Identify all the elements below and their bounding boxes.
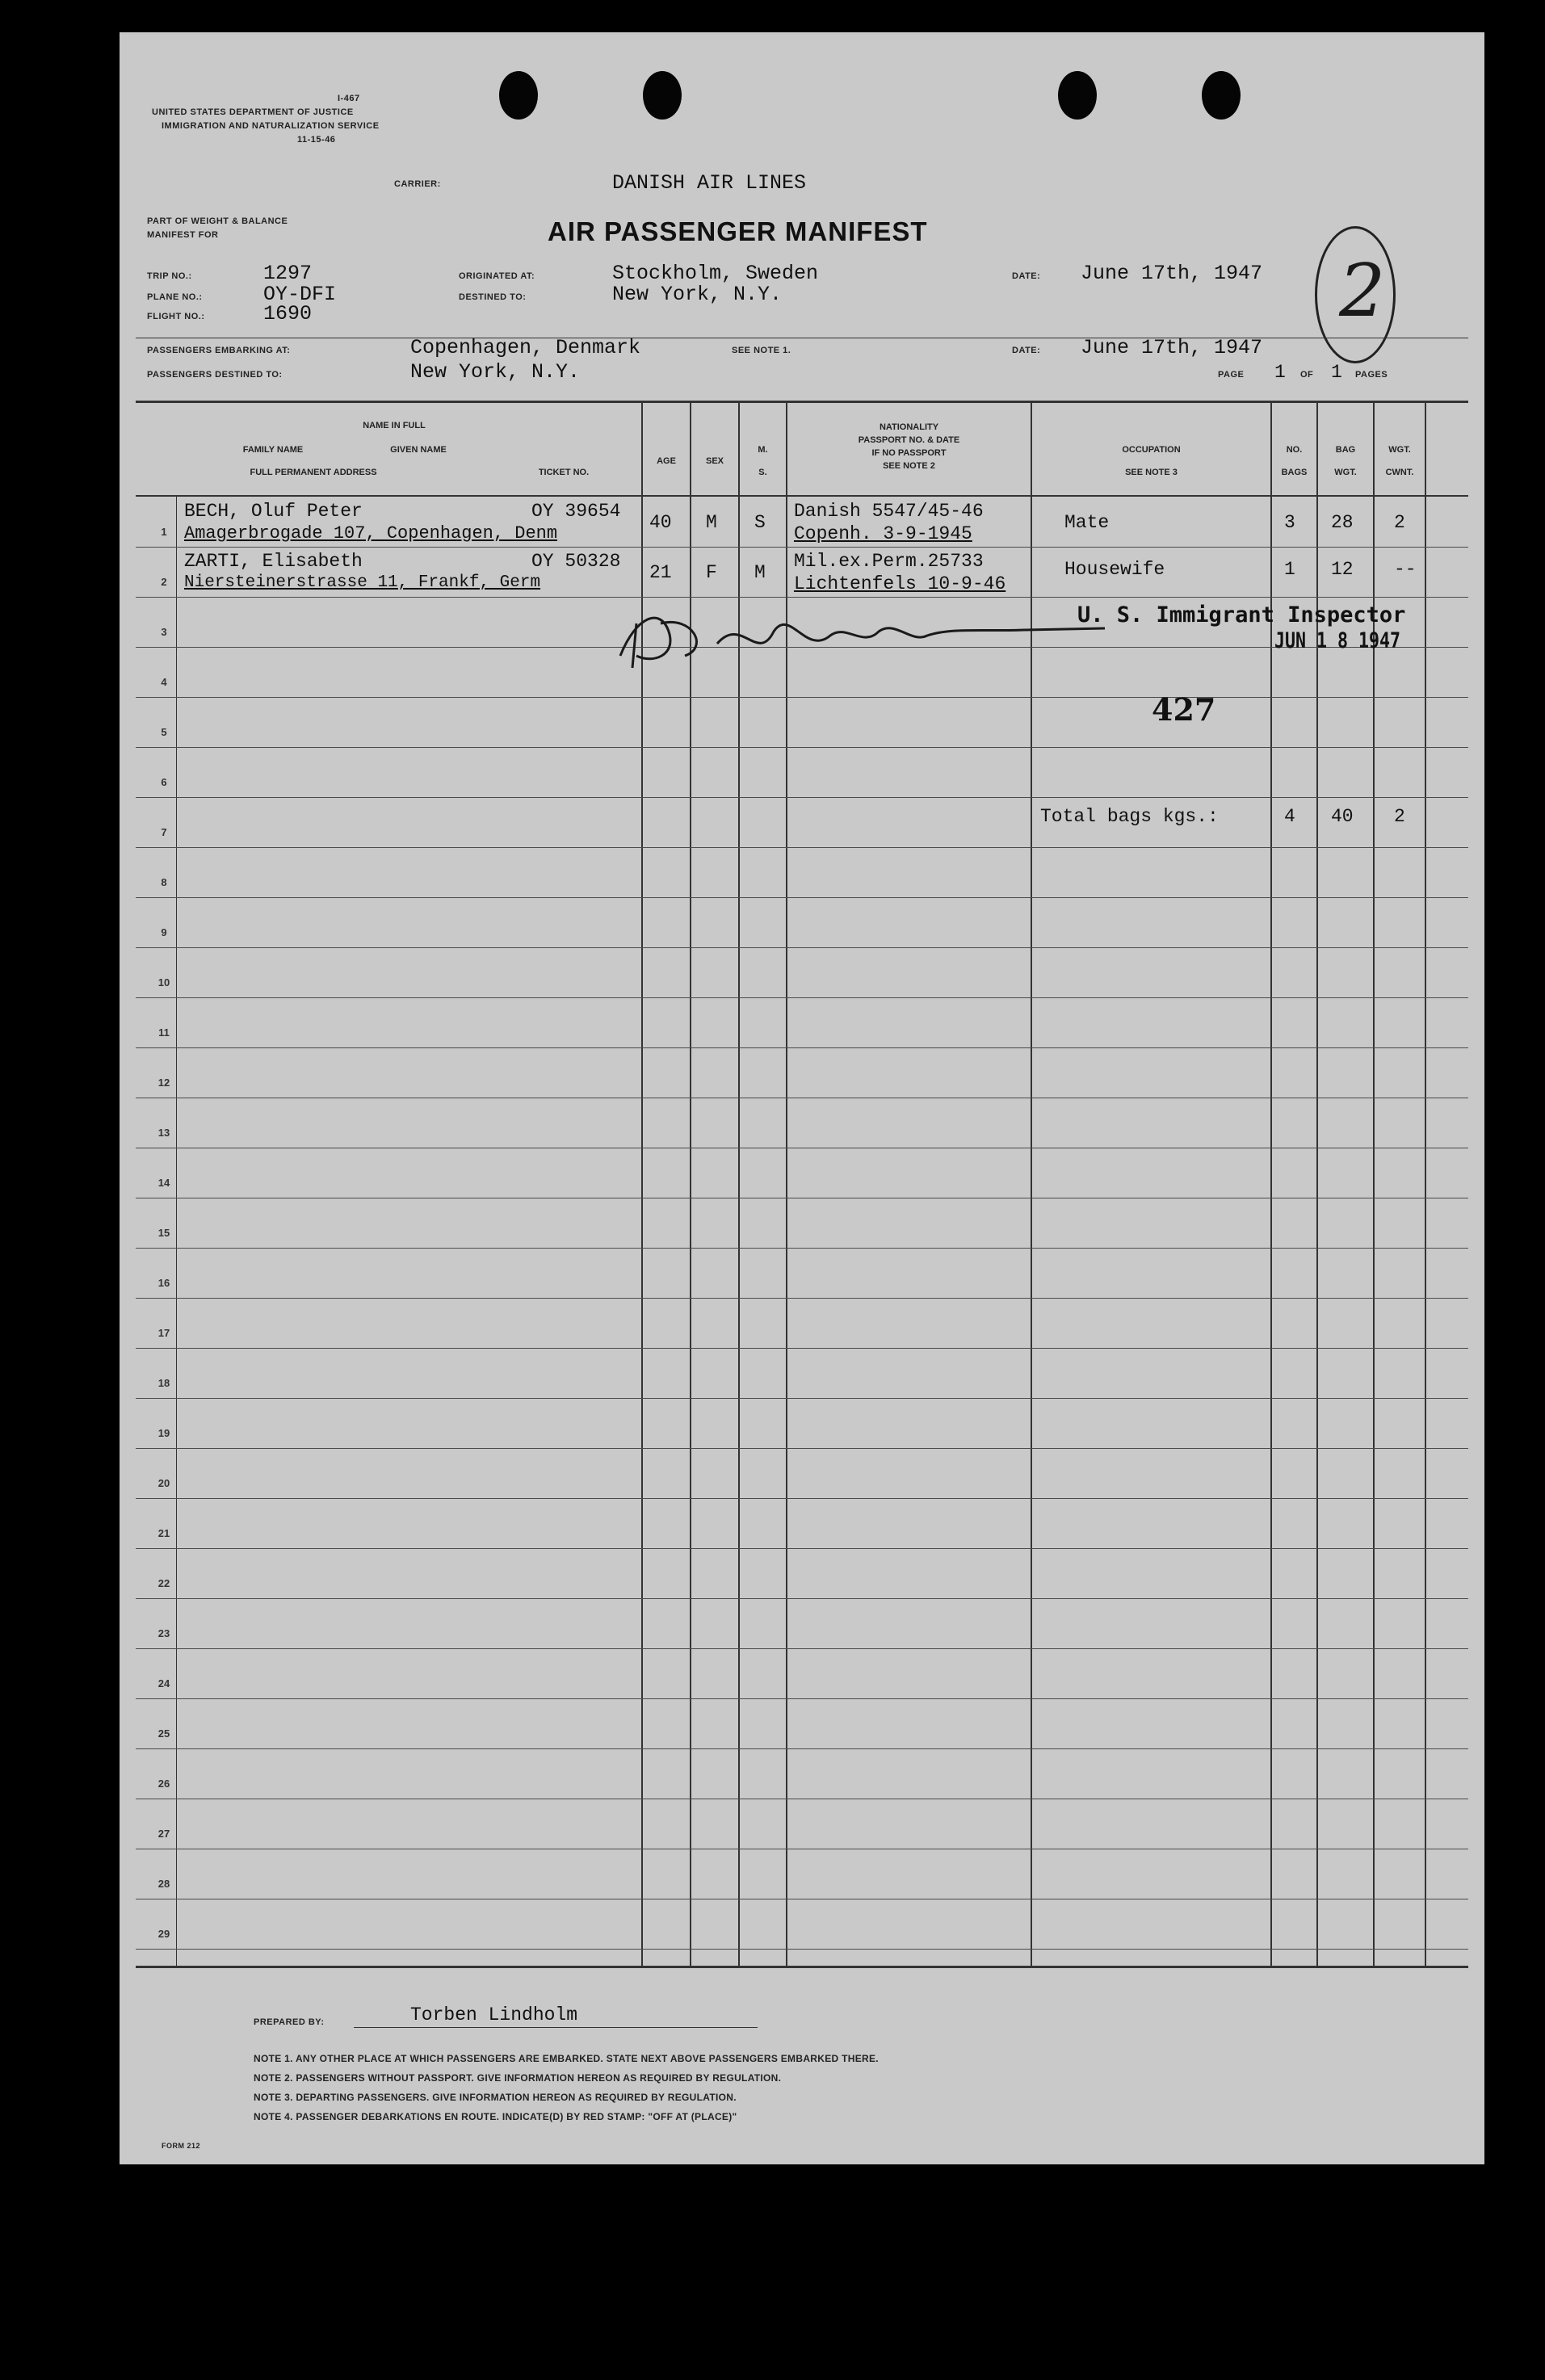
table-top-line xyxy=(136,401,1468,403)
row-number: 7 xyxy=(161,826,167,838)
table-header-line xyxy=(136,495,1468,497)
embarking-value: Copenhagen, Denmark xyxy=(410,336,641,359)
row-line xyxy=(136,997,1468,998)
row-line xyxy=(136,1698,1468,1699)
row-line xyxy=(136,947,1468,948)
row-number: 3 xyxy=(161,626,167,638)
part-of-line-1: PART OF WEIGHT & BALANCE xyxy=(147,216,288,226)
passenger-2-occupation: Housewife xyxy=(1064,559,1165,580)
passenger-1-age: 40 xyxy=(649,512,672,533)
passenger-1-nationality: Danish 5547/45-46 xyxy=(794,501,984,522)
row-number: 17 xyxy=(157,1327,170,1339)
row-line xyxy=(136,747,1468,748)
row-line xyxy=(136,697,1468,698)
passenger-2-wgt-cwt: -- xyxy=(1394,559,1417,580)
flight-no-label: FLIGHT NO.: xyxy=(147,312,205,321)
row-line xyxy=(136,1448,1468,1449)
passenger-2-name: ZARTI, Elisabeth xyxy=(184,551,363,572)
row-line xyxy=(136,797,1468,798)
row-line xyxy=(136,1498,1468,1499)
totals-bags: 4 xyxy=(1284,806,1295,827)
row-number: 15 xyxy=(157,1227,170,1239)
row-number: 13 xyxy=(157,1127,170,1139)
row-line xyxy=(136,897,1468,898)
embark-date-label: DATE: xyxy=(1012,346,1041,355)
row-number: 9 xyxy=(161,926,167,938)
date-label: DATE: xyxy=(1012,271,1041,281)
passenger-1-occupation: Mate xyxy=(1064,512,1110,533)
passenger-2-ticket: OY 50328 xyxy=(531,551,621,572)
carrier-label: CARRIER: xyxy=(394,179,441,189)
row-number: 21 xyxy=(157,1527,170,1539)
row-line xyxy=(136,1648,1468,1649)
passenger-1-passport: Copenh. 3-9-1945 xyxy=(794,523,972,544)
row-number: 26 xyxy=(157,1778,170,1790)
page-label: PAGE xyxy=(1218,370,1245,380)
header-age: AGE xyxy=(657,456,676,466)
row-number: 18 xyxy=(157,1377,170,1389)
row-number: 2 xyxy=(161,576,167,588)
row-number: 23 xyxy=(157,1627,170,1639)
row-line xyxy=(136,547,1468,548)
row-line xyxy=(136,1348,1468,1349)
row-number: 16 xyxy=(157,1277,170,1289)
date-value: June 17th, 1947 xyxy=(1081,262,1263,285)
header-ms-2: S. xyxy=(758,468,767,477)
header-given-name: GIVEN NAME xyxy=(390,445,447,455)
punch-hole xyxy=(643,71,682,120)
of-label: OF xyxy=(1300,370,1314,380)
prepared-by-value: Torben Lindholm xyxy=(410,2004,578,2025)
row-number: 10 xyxy=(157,976,170,989)
pages-label: PAGES xyxy=(1355,370,1388,380)
row-number: 8 xyxy=(161,876,167,888)
carrier-value: DANISH AIR LINES xyxy=(612,171,807,195)
destined-value: New York, N.Y. xyxy=(612,283,783,306)
form-date: 11-15-46 xyxy=(297,135,336,145)
plane-no-label: PLANE NO.: xyxy=(147,292,203,302)
passenger-1-ticket: OY 39654 xyxy=(531,501,621,522)
col-line xyxy=(176,497,177,1967)
passenger-1-bag-wgt: 28 xyxy=(1331,512,1354,533)
row-number: 14 xyxy=(157,1177,170,1189)
passenger-2-nationality: Mil.ex.Perm.25733 xyxy=(794,551,984,572)
header-full-address: FULL PERMANENT ADDRESS xyxy=(250,468,377,477)
row-number: 6 xyxy=(161,776,167,788)
see-note-label: SEE NOTE 1. xyxy=(732,346,791,355)
prepared-by-label: PREPARED BY: xyxy=(254,2017,325,2027)
destined-pass-label: PASSENGERS DESTINED TO: xyxy=(147,370,283,380)
stamp-number: 427 xyxy=(1152,691,1216,728)
row-number: 29 xyxy=(157,1928,170,1940)
totals-label: Total bags kgs.: xyxy=(1040,806,1219,827)
header-occupation: OCCUPATION xyxy=(1122,445,1181,455)
row-number: 25 xyxy=(157,1727,170,1740)
originated-label: ORIGINATED AT: xyxy=(459,271,535,281)
table-bottom-line xyxy=(136,1966,1468,1968)
page-mark-number: 2 xyxy=(1339,249,1386,334)
destined-pass-value: New York, N.Y. xyxy=(410,360,581,384)
destined-label: DESTINED TO: xyxy=(459,292,527,302)
passenger-1-address: Amagerbrogade 107, Copenhagen, Denm xyxy=(184,523,558,544)
header-wgt-cwt-1: WGT. xyxy=(1388,445,1411,455)
punch-hole xyxy=(1202,71,1241,120)
row-number: 20 xyxy=(157,1477,170,1489)
row-number: 11 xyxy=(158,1026,170,1039)
header-wgt-cwt-2: CWNT. xyxy=(1385,468,1414,477)
pages-value: 1 xyxy=(1331,362,1342,383)
passenger-2-ms: M xyxy=(754,562,766,583)
row-line xyxy=(136,1949,1468,1950)
row-line xyxy=(136,847,1468,848)
row-number: 1 xyxy=(161,526,167,538)
col-line xyxy=(1425,401,1426,1967)
header-no-bags-2: BAGS xyxy=(1281,468,1308,477)
manifest-sheet xyxy=(120,32,1484,2164)
row-line xyxy=(136,1248,1468,1249)
passenger-1-ms: S xyxy=(754,512,766,533)
row-number: 5 xyxy=(161,726,167,738)
prepared-by-underline xyxy=(354,2027,758,2028)
row-line xyxy=(136,1548,1468,1549)
note-1: NOTE 1. ANY OTHER PLACE AT WHICH PASSENGERS ARE EMBARKED. STATE NEXT ABOVE PASSENGERS EMBARKED THERE. xyxy=(254,2053,879,2064)
passenger-2-passport: Lichtenfels 10-9-46 xyxy=(794,573,1006,594)
header-nationality-1: NATIONALITY xyxy=(879,422,939,432)
passenger-2-bags: 1 xyxy=(1284,559,1295,580)
embarking-label: PASSENGERS EMBARKING AT: xyxy=(147,346,291,355)
header-ticket-no: TICKET NO. xyxy=(538,468,590,477)
row-number: 27 xyxy=(157,1828,170,1840)
row-number: 22 xyxy=(157,1577,170,1589)
passenger-2-address: Niersteinerstrasse 11, Frankf, Germ xyxy=(184,573,541,592)
row-number: 12 xyxy=(157,1077,170,1089)
header-nationality-2: PASSPORT NO. & DATE xyxy=(858,435,960,445)
trip-no-label: TRIP NO.: xyxy=(147,271,192,281)
totals-cwt: 2 xyxy=(1394,806,1405,827)
header-name-in-full: NAME IN FULL xyxy=(363,421,426,430)
header-nationality-3: IF NO PASSPORT xyxy=(871,448,947,458)
trip-no-value: 1297 xyxy=(263,262,313,285)
note-2: NOTE 2. PASSENGERS WITHOUT PASSPORT. GIVE INFORMATION HEREON AS REQUIRED BY REGULATION. xyxy=(254,2072,782,2084)
row-line xyxy=(136,1398,1468,1399)
row-line xyxy=(136,1748,1468,1749)
plane-no-value: OY-DFI xyxy=(263,283,337,306)
header-no-bags-1: NO. xyxy=(1286,445,1303,455)
header-bag-wgt-2: WGT. xyxy=(1334,468,1357,477)
agency-line-2: IMMIGRATION AND NATURALIZATION SERVICE xyxy=(162,121,380,131)
passenger-1-bags: 3 xyxy=(1284,512,1295,533)
row-number: 19 xyxy=(157,1427,170,1439)
totals-weight: 40 xyxy=(1331,806,1354,827)
punch-hole xyxy=(499,71,538,120)
row-line xyxy=(136,1598,1468,1599)
note-3: NOTE 3. DEPARTING PASSENGERS. GIVE INFORMATION HEREON AS REQUIRED BY REGULATION. xyxy=(254,2092,737,2103)
header-sex: SEX xyxy=(705,456,724,466)
row-line xyxy=(136,1047,1468,1048)
agency-line-1: UNITED STATES DEPARTMENT OF JUSTICE xyxy=(152,107,354,117)
part-of-line-2: MANIFEST FOR xyxy=(147,230,219,240)
passenger-1-name: BECH, Oluf Peter xyxy=(184,501,363,522)
passenger-2-bag-wgt: 12 xyxy=(1331,559,1354,580)
passenger-2-sex: F xyxy=(706,562,717,583)
inspector-stamp-label: U. S. Immigrant Inspector xyxy=(1077,602,1406,628)
header-family-name: FAMILY NAME xyxy=(242,445,304,455)
header-ms-1: M. xyxy=(758,445,768,455)
passenger-1-sex: M xyxy=(706,512,717,533)
passenger-2-age: 21 xyxy=(649,562,672,583)
note-4: NOTE 4. PASSENGER DEBARKATIONS EN ROUTE. INDICATE(D) BY RED STAMP: "OFF AT (PLACE)" xyxy=(254,2111,737,2122)
form-id: FORM 212 xyxy=(162,2142,201,2150)
embark-date-value: June 17th, 1947 xyxy=(1081,336,1263,359)
page-value: 1 xyxy=(1274,362,1286,383)
row-number: 28 xyxy=(157,1878,170,1890)
passenger-1-wgt-cwt: 2 xyxy=(1394,512,1405,533)
header-bag-wgt-1: BAG xyxy=(1335,445,1356,455)
col-line xyxy=(1270,401,1272,1967)
punch-hole xyxy=(1058,71,1097,120)
inspector-signature xyxy=(604,599,1121,672)
header-nationality-4: SEE NOTE 2 xyxy=(883,461,935,471)
page-title: AIR PASSENGER MANIFEST xyxy=(548,216,928,246)
header-see-note-3: SEE NOTE 3 xyxy=(1125,468,1178,477)
row-line xyxy=(136,1298,1468,1299)
originated-value: Stockholm, Sweden xyxy=(612,262,819,285)
inspector-stamp-date: JUN 1 8 1947 xyxy=(1274,628,1401,653)
row-number: 4 xyxy=(161,676,167,688)
form-number: I-467 xyxy=(338,94,360,103)
row-line xyxy=(136,597,1468,598)
flight-no-value: 1690 xyxy=(263,302,313,325)
row-number: 24 xyxy=(157,1677,170,1690)
